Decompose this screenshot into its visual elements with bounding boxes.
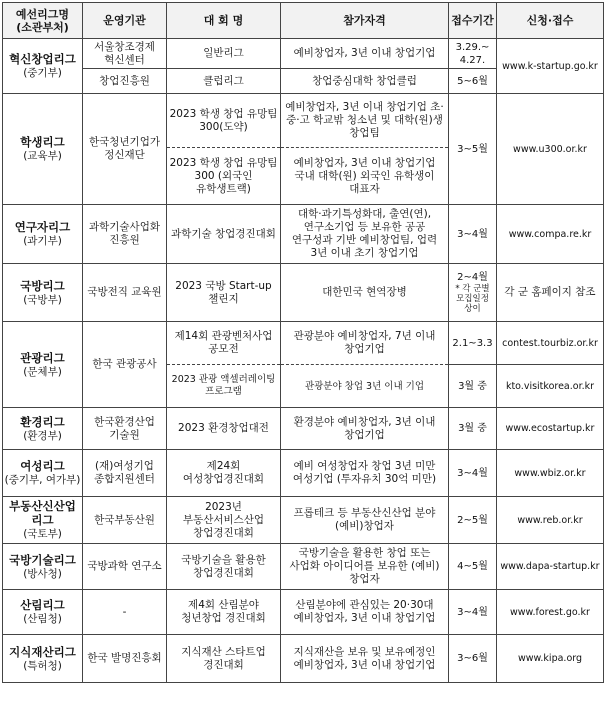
period-cell: 3~5월 [449,94,497,205]
period-cell: 3~4월 [449,590,497,635]
qualification-cell: 예비창업자, 3년 이내 창업기업 [281,39,449,69]
apply-link[interactable]: www.dapa-startup.kr [497,544,604,590]
table-row [3,408,604,450]
qualification-cell: 대학·과기특성화대, 출연(연), 연구소기업 등 보유한 공공 연구성과 기반 예비창업팀, 업력 3년 이내 초기 창업기업 [281,205,449,264]
period-cell: 2.1~3.3 [449,322,497,365]
qualification-cell: 산림분야에 관심있는 20·30대 예비창업자, 3년 이내 창업기업 [281,590,449,635]
header-period: 접수기간 [449,3,497,39]
period-cell: 3~4월 [449,205,497,264]
apply-link[interactable]: contest.tourbiz.or.kr [497,322,604,365]
header-league: 예선리그명 (소관부처) [3,3,83,39]
table-row [3,264,604,322]
table-row [3,322,604,365]
period-cell: 2~5월 [449,497,497,544]
event-cell: 2023 국방 Start-up 챌린지 [167,264,281,322]
apply-link[interactable]: www.ecostartup.kr [497,408,604,450]
org-cell: 한국환경산업 기술원 [83,408,167,450]
period-cell [449,264,497,322]
org-cell: - [83,590,167,635]
org-cell: (재)여성기업 종합지원센터 [83,450,167,497]
qualification-cell: 예비 여성창업자 창업 3년 미만 여성기업 (투자유치 30억 미만) [281,450,449,497]
event-cell: 제14회 관광벤처사업 공모전 [167,322,281,365]
header-qualification: 참가자격 [281,3,449,39]
league-cell: 국방리그 (국방부) [3,264,83,322]
period-cell: 3월 중 [449,365,497,408]
qualification-cell: 지식재산을 보유 및 보유예정인 예비창업자, 3년 이내 창업기업 [281,635,449,683]
apply-link[interactable]: www.compa.re.kr [497,205,604,264]
apply-link[interactable]: www.u300.or.kr [497,94,604,205]
org-cell: 국방과학 연구소 [83,544,167,590]
table-row [3,450,604,497]
qualification-cell: 예비창업자, 3년 이내 창업기업 국내 대학(원) 외국인 유학생이 대표자 [281,148,449,205]
event-cell: 국방기술을 활용한 창업경진대회 [167,544,281,590]
league-cell: 관광리그 (문체부) [3,322,83,408]
event-cell: 지식재산 스타트업 경진대회 [167,635,281,683]
table-row [3,205,604,264]
apply-link[interactable]: www.reb.or.kr [497,497,604,544]
qualification-cell: 예비창업자, 3년 이내 창업기업 초·중·고 학교밖 청소년 및 대학(원)생 창업팀 [281,94,449,148]
table-row [3,497,604,544]
org-cell: 한국부동산원 [83,497,167,544]
apply-link[interactable]: www.kipa.org [497,635,604,683]
apply-link[interactable]: www.wbiz.or.kr [497,450,604,497]
table-row [3,94,604,148]
qualification-cell: 대한민국 현역장병 [281,264,449,322]
period-cell: 3~4월 [449,450,497,497]
qualification-cell: 프롭테크 등 부동산신산업 분야 (예비)창업자 [281,497,449,544]
header-event: 대 회 명 [167,3,281,39]
event-cell: 일반리그 [167,39,281,69]
table-row [3,39,604,69]
league-cell: 혁신창업리그 (중기부) [3,39,83,94]
event-cell: 과학기술 창업경진대회 [167,205,281,264]
org-cell: 한국 관광공사 [83,322,167,408]
qualification-cell: 관광분야 예비창업자, 7년 이내 창업기업 [281,322,449,365]
event-cell: 2023 학생 창업 유망팀 300 (외국인 유학생트랙) [167,148,281,205]
league-cell: 환경리그 (환경부) [3,408,83,450]
league-cell: 지식재산리그 (특허청) [3,635,83,683]
league-cell: 부동산신산업 리그 (국토부) [3,497,83,544]
period-main: 2~4월 [457,272,488,283]
header-apply: 신청·접수 [497,3,604,39]
org-cell: 한국청년기업가 정신재단 [83,94,167,205]
event-cell: 2023 관광 액셀러레이팅 프로그램 [167,365,281,408]
league-cell: 여성리그 (중기부, 여가부) [3,450,83,497]
apply-link[interactable]: kto.visitkorea.or.kr [497,365,604,408]
period-cell: 3~6월 [449,635,497,683]
org-cell: 한국 발명진흥회 [83,635,167,683]
header-org: 운영기관 [83,3,167,39]
org-cell: 국방전직 교육원 [83,264,167,322]
league-cell: 국방기술리그 (방사청) [3,544,83,590]
qualification-cell: 관광분야 창업 3년 이내 기업 [281,365,449,408]
league-cell: 연구자리그 (과기부) [3,205,83,264]
event-cell: 제24회 여성창업경진대회 [167,450,281,497]
org-cell: 서울창조경제 혁신센터 [83,39,167,69]
league-cell: 학생리그 (교육부) [3,94,83,205]
period-note: * 각 군별 모집일정 상이 [455,284,490,314]
event-cell: 2023 환경창업대전 [167,408,281,450]
event-cell: 2023년 부동산서비스산업 창업경진대회 [167,497,281,544]
qualification-cell: 국방기술을 활용한 창업 또는 사업화 아이디어를 보유한 (예비)창업자 [281,544,449,590]
org-cell: 과학기술사업화 진흥원 [83,205,167,264]
table-row [3,544,604,590]
header-row [3,3,604,39]
qualification-cell: 환경분야 예비창업자, 3년 이내 창업기업 [281,408,449,450]
event-cell: 제4회 산림분야 청년창업 경진대회 [167,590,281,635]
table-row [3,590,604,635]
event-cell: 클럽리그 [167,69,281,94]
contest-table [2,2,604,683]
period-cell: 3.29.~ 4.27. [449,39,497,69]
league-cell: 산림리그 (산림청) [3,590,83,635]
org-cell: 창업진흥원 [83,69,167,94]
table-row [3,635,604,683]
qualification-cell: 창업중심대학 창업클럽 [281,69,449,94]
period-cell: 4~5월 [449,544,497,590]
apply-cell: 각 군 홈페이지 참조 [497,264,604,322]
period-cell: 3월 중 [449,408,497,450]
event-cell: 2023 학생 창업 유망팀 300(도약) [167,94,281,148]
period-cell: 5~6월 [449,69,497,94]
apply-link[interactable]: www.forest.go.kr [497,590,604,635]
apply-link[interactable]: www.k-startup.go.kr [497,39,604,94]
